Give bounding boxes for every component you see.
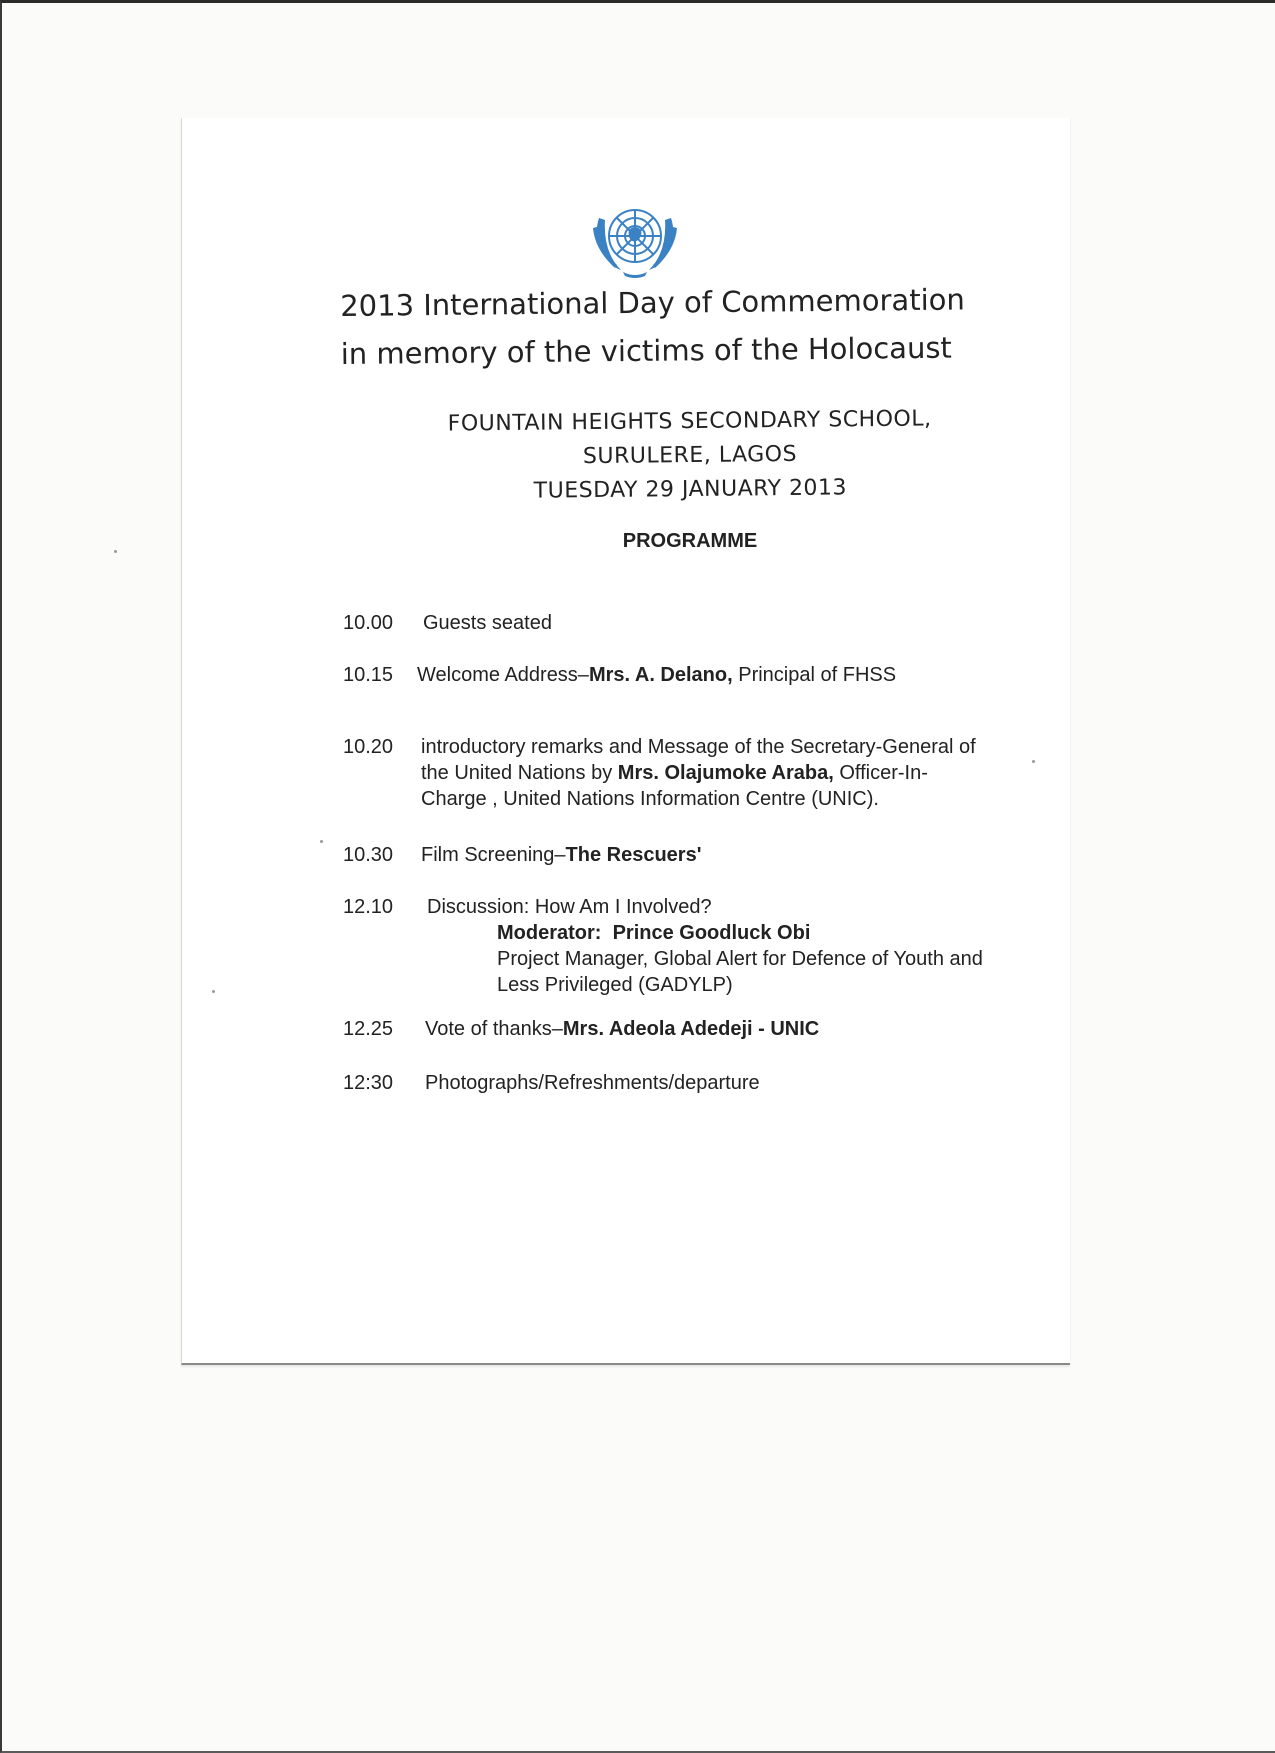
schedule-description — [425, 1016, 1063, 1042]
venue-block — [389, 402, 990, 510]
un-emblem-icon — [585, 198, 685, 282]
speaker-role: Officer-In-Charge , United Nations Information Centre (UNIC). — [421, 762, 928, 810]
schedule-time: 10.15 — [343, 664, 394, 686]
moderator-role: Project Manager, Global Alert for Defence of Youth and — [497, 948, 983, 970]
venue-school: FOUNTAIN HEIGHTS SECONDARY SCHOOL, — [447, 406, 932, 437]
schedule-item — [343, 1016, 1063, 1042]
speaker-name: Mrs. Olajumoke Araba, — [617, 762, 834, 784]
moderator-role: Less Privileged (GADYLP) — [497, 974, 733, 996]
speaker-name: Mrs. A. Delano, — [588, 664, 733, 686]
schedule-time: 12.25 — [343, 1018, 394, 1040]
film-title: The Rescuers' — [565, 844, 702, 866]
speaker-role: Principal of FHSS — [732, 664, 897, 686]
title-line-2: in memory of the victims of the Holocaust — [340, 330, 953, 371]
schedule-text: Film Screening– — [421, 844, 566, 866]
schedule-item — [343, 894, 1063, 998]
schedule-text: Welcome Address– — [417, 664, 589, 686]
scan-speck — [320, 840, 323, 843]
venue-date: TUESDAY 29 JANUARY 2013 — [533, 475, 848, 504]
venue-location: SURULERE, LAGOS — [582, 441, 798, 470]
document-title — [340, 275, 1031, 378]
schedule-description — [421, 734, 1063, 812]
title-line-1: 2013 International Day of Commemoration — [340, 282, 965, 323]
moderator-label: Moderator: — [497, 922, 602, 944]
schedule-text: introductory remarks and Message of the Secretary-General of the United Nations by — [421, 736, 976, 784]
schedule-item — [343, 734, 1063, 812]
scan-speck — [114, 550, 117, 553]
schedule-time: 12.10 — [343, 896, 394, 918]
schedule-time: 12:30 — [343, 1072, 394, 1094]
scan-speck — [212, 990, 215, 993]
schedule-description: Guests seated — [423, 612, 552, 634]
moderator-name: Prince Goodluck Obi — [612, 922, 811, 944]
schedule-item — [343, 610, 1063, 636]
schedule-description: Photographs/Refreshments/departure — [425, 1072, 760, 1094]
schedule-text: Vote of thanks– — [425, 1018, 563, 1040]
schedule-description — [427, 894, 1063, 998]
speaker-name: Mrs. Adeola Adedeji - UNIC — [562, 1018, 820, 1040]
moderator-line — [427, 920, 1063, 946]
schedule-item — [343, 842, 1063, 868]
programme-heading: PROGRAMME — [622, 530, 758, 552]
schedule-time: 10.20 — [343, 736, 394, 758]
schedule-time: 10.30 — [343, 844, 394, 866]
schedule-description — [421, 842, 1063, 868]
schedule-time: 10.00 — [343, 612, 394, 634]
schedule-description — [417, 662, 1063, 688]
schedule-item — [343, 1070, 1063, 1096]
schedule-item — [343, 662, 1063, 688]
schedule-text: Discussion: How Am I Involved? — [427, 896, 712, 918]
